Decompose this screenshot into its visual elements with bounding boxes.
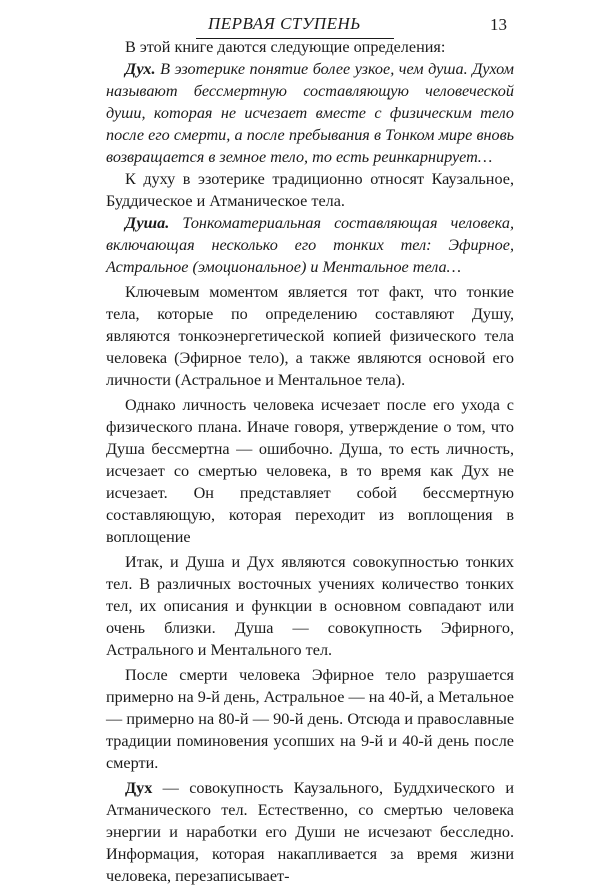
- paragraph-key-point: [106, 281, 514, 391]
- page-number: 13: [490, 15, 507, 34]
- running-title: ПЕРВАЯ СТУПЕНЬ: [208, 14, 361, 33]
- paragraph-dukh-composition: [106, 777, 514, 887]
- paragraph-text: Итак, и Душа и Дух являются совокупностью тонких тел. В различных восточных учениях количество тонких тел, их описания и функции в основном совпадают или очень близки. Душа — совокупность Эфирного, Астрального и Ментального тел.: [106, 553, 514, 659]
- definition-text: В эзотерике понятие более узкое, чем душа. Духом называют бессмертную составляющую человеческой души, которая не исчезает вместе с физическим тело после его смерти, а после пребывания в Тонком мире вновь возвращается в земное тело, то есть реинкарнирует…: [106, 60, 514, 166]
- paragraph-text: После смерти человека Эфирное тело разрушается примерно на 9-й день, Астральное — на 40-й, а Метальное — примерно на 80-й — 90-й день. Отсюда и православные традиции поминовения усопших на 9-й и 40-й день после смерти.: [106, 666, 514, 772]
- paragraph-personality: [106, 394, 514, 548]
- paragraph-text: — совокупность Каузального, Буддхического и Атманического тел. Естественно, со смертью человека энергии и наработки его Души не исчезают бесследно. Информация, которая накапливается за время жизни человека, перезаписывает-: [106, 779, 514, 885]
- page-body: [106, 36, 514, 887]
- paragraph-after-death: [106, 664, 514, 774]
- term-dukh: Дух.: [125, 60, 156, 78]
- paragraph-definition-dukh: [106, 58, 514, 168]
- paragraph-text: В этой книге даются следующие определения:: [125, 38, 446, 56]
- paragraph-text: Однако личность человека исчезает после его ухода с физического плана. Иначе говоря, утверждение о том, что Душа бессмертна — ошибочно. Душа, то есть личность, исчезает со смертью человека, в то время как Дух не исчезает. Он представляет собой бессмертную составляющую, которая переходит из воплощения в воплощение: [106, 396, 514, 546]
- paragraph-definition-dusha: [106, 212, 514, 278]
- paragraph-subtle-bodies: [106, 551, 514, 661]
- paragraph-dukh-bodies: [106, 168, 514, 212]
- term-dusha: Душа.: [125, 214, 170, 232]
- paragraph-text: Ключевым моментом является тот факт, что тонкие тела, которые по определению составляют Душу, являются тонкоэнергетической копией физического тела человека (Эфирное тело), а также являются основой его личности (Астральное и Ментальное тела).: [106, 283, 514, 389]
- term-dukh-bold: Дух: [125, 779, 153, 797]
- definition-text: Тонкоматериальная составляющая человека, включающая несколько его тонких тел: Эфирное, Астральное (эмоциональное) и Ментальное тела…: [106, 214, 514, 276]
- paragraph-text: К духу в эзотерике традиционно относят Каузальное, Буддическое и Атманическое тела.: [106, 170, 514, 210]
- paragraph-intro: [106, 36, 514, 58]
